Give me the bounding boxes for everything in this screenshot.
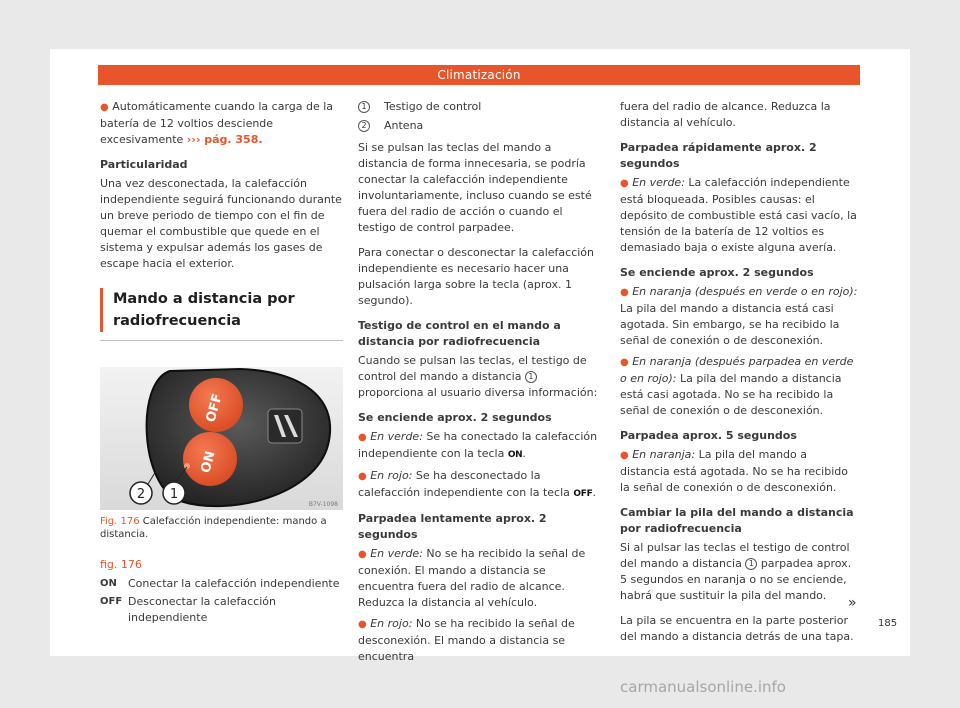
legend-off-text: Desconectar la calefacción independiente [128, 595, 276, 624]
bullet-rojo-off: ● En rojo: Se ha desconectado la calefacción independiente con la tecla OFF. [358, 468, 602, 502]
continue-arrow-icon: » [848, 595, 857, 611]
figure-legend [100, 557, 343, 626]
callout-number-2: 2 [358, 120, 370, 132]
bullet-verde-rapido: ● En verde: La calefacción independiente está bloqueada. Posibles causas: el depósito de combustible está casi vacío, la tensión de la batería de 12 voltios es demasiado baja o existe alguna avería. [620, 176, 857, 254]
page-reference-link[interactable]: ››› pág. 358. [186, 133, 263, 146]
heading-parpadea-rapido: Parpadea rápidamente aprox. 2 segundos [620, 141, 817, 170]
bullet-verde-on: ● En verde: Se ha conectado la calefacción independiente con la tecla ON. [358, 429, 602, 463]
figure-reference: fig. 176 [100, 558, 142, 571]
off-button-label: OFF [203, 392, 226, 424]
callout-number-inline: 1 [745, 558, 757, 570]
bullet-naranja-1: ● En naranja (después en verde o en rojo): La pila del mando a distancia está casi agotada. Sin embargo, se ha recibido la señal de conexión o de desconexión. [620, 285, 858, 347]
heading-cambiar-pila: Cambiar la pila del mando a distancia por radiofrecuencia [620, 506, 854, 535]
paragraph-cambiar-pila: Si al pulsar las teclas el testigo de control del mando a distancia 1 parpadea aprox. 5 segundos en naranja o no se enciende, habrá que sustituir la pila del mando. [620, 541, 852, 602]
remote-control-figure [100, 367, 343, 510]
sub-heading-particularidad: Particularidad [100, 158, 188, 171]
figure-caption-text: Calefacción independiente: mando a distancia. [100, 516, 327, 540]
section-title: Mando a distancia por radiofrecuencia [100, 288, 343, 332]
figure-code: B7V-1098 [308, 501, 338, 508]
bullet-dot: ● [100, 102, 109, 113]
watermark: carmanualsonline.info [620, 678, 786, 696]
bullet-dot: ● [358, 549, 367, 560]
column-2 [358, 99, 602, 674]
bullet-dot: ● [620, 178, 629, 189]
paragraph-long-press: Para conectar o desconectar la calefacción independiente es necesario hacer una pulsación larga sobre la tecla (aprox. 1 segundo). [358, 246, 594, 307]
bullet-naranja-2: ● En naranja (después parpadea en verde o en rojo): La pila del mando a distancia está casi agotada. No se ha recibido la señal de conexión o de desconexión. [620, 355, 854, 417]
callout-2-label: 2 [136, 487, 146, 502]
remote-control-illustration [100, 367, 343, 510]
heading-testigo: Testigo de control en el mando a distancia por radiofrecuencia [358, 319, 561, 348]
legend-row-off [100, 594, 343, 626]
callout-number-1: 1 [358, 101, 370, 113]
figure-number: Fig. 176 [100, 516, 140, 527]
heading-enciende-2s: Se enciende aprox. 2 segundos [358, 411, 552, 424]
heading-enciende-2s-b: Se enciende aprox. 2 segundos [620, 266, 814, 279]
bullet-dot: ● [358, 619, 367, 630]
header-title: Climatización [437, 68, 521, 82]
paragraph-testigo: Cuando se pulsan las teclas, el testigo de control del mando a distancia 1 proporciona al usuario diversa información: [358, 354, 598, 399]
callout-1-label: 1 [169, 487, 179, 502]
page-header [98, 65, 860, 85]
heading-parpadea-lento: Parpadea lentamente aprox. 2 segundos [358, 512, 547, 541]
paragraph-warning: Si se pulsan las teclas del mando a distancia de forma innecesaria, se podría conectar la calefacción independiente involuntariamente, incluso cuando se esté fuera del radio de acción o cuando el testigo de control parpadee. [358, 141, 592, 234]
off-key-icon: OFF [100, 596, 123, 607]
bullet-naranja-3: ● En naranja: La pila del mando a distancia está agotada. No se ha recibido la señal de conexión o de desconexión. [620, 448, 848, 494]
figure-caption [100, 515, 343, 541]
bullet-dot: ● [620, 450, 629, 461]
page-number: 185 [878, 618, 898, 629]
brand-logo-icon [268, 409, 302, 443]
heading-parpadea-5s: Parpadea aprox. 5 segundos [620, 429, 797, 442]
paragraph-continuation: fuera del radio de alcance. Reduzca la distancia al vehículo. [620, 100, 831, 129]
on-key-icon: ON [507, 450, 523, 460]
column-1 [100, 99, 343, 341]
bullet-battery: ● Automáticamente cuando la carga de la batería de 12 voltios desciende excesivamente ››› pág. 358. [100, 100, 334, 146]
column-3 [620, 99, 858, 654]
legend-on-text: Conectar la calefacción independiente [128, 577, 340, 590]
bullet-rojo-lento: ● En rojo: No se ha recibido la señal de desconexión. El mando a distancia se encuentra [358, 617, 575, 663]
bullet-dot: ● [620, 357, 629, 368]
on-key-icon: ON [100, 578, 117, 589]
callout-number-inline: 1 [525, 371, 537, 383]
bullet-dot: ● [358, 471, 367, 482]
bullet-dot: ● [620, 287, 629, 298]
callout-item-2: 2 Antena [358, 118, 602, 134]
paragraph-pila-ubicacion: La pila se encuentra en la parte posterior del mando a distancia detrás de una tapa. [620, 614, 854, 643]
off-key-icon: OFF [573, 489, 593, 499]
on-button-label: ON [198, 449, 219, 475]
bullet-dot: ● [358, 432, 367, 443]
callout-item-1: 1 Testigo de control [358, 99, 602, 115]
control-light [184, 463, 190, 469]
section-divider [100, 340, 343, 341]
paragraph-particularidad: Una vez desconectada, la calefacción independiente seguirá funcionando durante un breve periodo de tiempo con el fin de quemar el combustible que quede en el sistema y expulsar además los gases de escape hacia el exterior. [100, 177, 342, 270]
legend-row-on [100, 576, 343, 592]
bullet-verde-lento: ● En verde: No se ha recibido la señal de conexión. El mando a distancia se encuentra fuera del radio de alcance. Reduzca la distancia al vehículo. [358, 547, 586, 609]
